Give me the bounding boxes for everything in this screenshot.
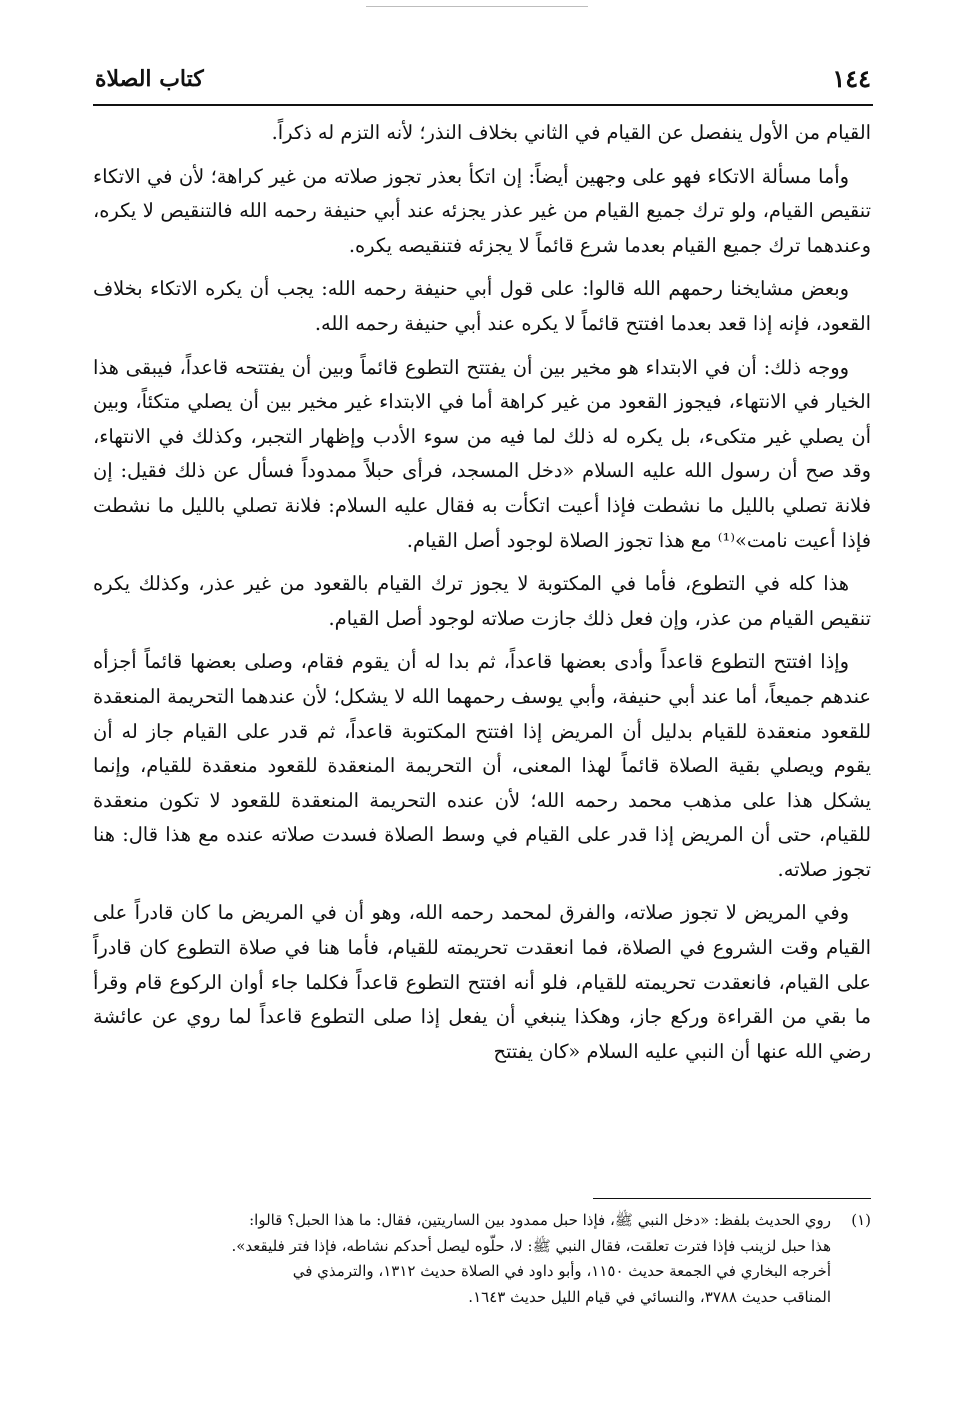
footnote-marker: (١) xyxy=(851,1211,871,1229)
paragraph: وأما مسألة الاتكاء فهو على وجهين أيضاً: إن اتكأ بعذر تجوز صلاته من غير كراهة؛ لأن في الاتكاء تنقيص القيام، ولو ترك جميع القيام من غير عذر يجزئه عند أبي حنيفة رحمه الله فالتنقيص لا يكره، وعندهما ترك جميع القيام بعدما شرع قائماً لا يجزئه فتنقيصه يكره. xyxy=(93,164,871,257)
book-title: كتاب الصلاة xyxy=(95,66,204,92)
scan-artifact-line xyxy=(366,6,588,7)
footnote-line: روي الحديث بلفظ: «دخل النبي ﷺ، فإذا حبل ممدود بين الساريتين، فقال: ما هذا الحبل؟ قالوا: xyxy=(249,1211,831,1229)
footnote-line: المناقب حديث ٣٧٨٨، والنسائي في قيام الليل حديث ١٦٤٣. xyxy=(468,1287,831,1306)
paragraph: وإذا افتتح التطوع قاعداً وأدى بعضها قاعداً، ثم بدا له أن يقوم فقام، وصلى بعضها قائماً أجزأه عندهم جميعاً، أما عند أبي حنيفة، وأبي يوسف رحمهما الله لا يشكل؛ لأن عندهما التحريمة المنعقدة للقعود منعقدة للقيام بدليل أن المريض إذا افتتح المكتوبة قاعداً، ثم قدر على القيام جاز له أن يقوم ويصلي بقية الصلاة قائماً لهذا المعنى، أن التحريمة المنعقدة للقعود منعقدة للقيام، وإنما يشكل هذا على مذهب محمد رحمه الله؛ لأن عنده التحريمة المنعقدة للقعود لا تكون منعقدة للقيام، حتى أن المريض إذا قدر على القيام في وسط الصلاة فسدت صلاته عنده مع هذا قال: هنا تجوز صلاته. xyxy=(93,650,871,881)
page-header xyxy=(95,60,871,100)
paragraph: وفي المريض لا تجوز صلاته، والفرق لمحمد رحمه الله، وهو أن في المريض ما كان قادراً على القيام وقت الشروع في الصلاة، فما انعقدت تحريمته للقيام، فأما هنا في صلاة التطوع كان قادراً على القيام، فانعقدت تحريمته للقيام، فلو أنه افتتح التطوع قاعداً فكلما جاء أوان الركوع قام وقرأ ما بقي من القراءة وركع جاز، وهكذا ينبغي أن يفعل إذا صلى التطوع قاعداً لما روي عن عائشة رضي الله عنها أن النبي عليه السلام «كان يفتتح xyxy=(93,901,871,1063)
footnote-line: هذا حبل لزينب فإذا فترت تعلقت، فقال النبي ﷺ: لا، حلّوه ليصل أحدكم نشاطه، فإذا فتر فليقعد». xyxy=(231,1236,831,1255)
header-divider xyxy=(93,104,873,106)
paragraph: القيام من الأول ينفصل عن القيام في الثاني بخلاف النذر؛ لأنه التزم له ذكراً. xyxy=(271,121,871,144)
footnote-line: أخرجه البخاري في الجمعة حديث ١١٥٠، وأبو داود في الصلاة حديث ١٣١٢، والترمذي في xyxy=(292,1262,831,1280)
footnote xyxy=(93,1208,871,1310)
page-number: ١٤٤ xyxy=(832,64,871,93)
paragraph: هذا كله في التطوع، فأما في المكتوبة لا يجوز ترك القيام بالقعود من غير عذر، وكذلك يكره تنقيص القيام من عذر، وإن فعل ذلك جازت صلاته لوجود أصل القيام. xyxy=(93,572,871,630)
footnote-divider xyxy=(593,1198,871,1199)
main-text xyxy=(93,116,871,1078)
paragraph: وبعض مشايخنا رحمهم الله قالوا: على قول أبي حنيفة رحمه الله: يجب أن يكره الاتكاء بخلاف القعود، فإنه إذا قعد بعدما افتتح قائماً لا يكره عند أبي حنيفة رحمه الله. xyxy=(93,277,871,335)
paragraph: ووجه ذلك: أن في الابتداء هو مخير بين أن يفتتح التطوع قائماً وبين أن يفتتحه قاعداً، فيبقى هذا الخيار في الانتهاء، فيجوز القعود من غير كراهة أما في الابتداء غير مخير بين أن يصلي متكئاً، وبين أن يصلي غير متكىء، بل يكره له ذلك لما فيه من سوء الأدب وإظهار التجبر، وكذلك في الانتهاء، وقد صح أن رسول الله عليه السلام «دخل المسجد، فرأى حبلاً ممدوداً فسأل عن ذلك فقيل: إن فلانة تصلي بالليل ما نشطت فإذا أعيت اتكأت به فقال عليه السلام: فلانة تصلي بالليل ما نشطت فإذا أعيت نامت»⁽¹⁾ مع هذا تجوز الصلاة لوجود أصل القيام. xyxy=(93,355,871,552)
